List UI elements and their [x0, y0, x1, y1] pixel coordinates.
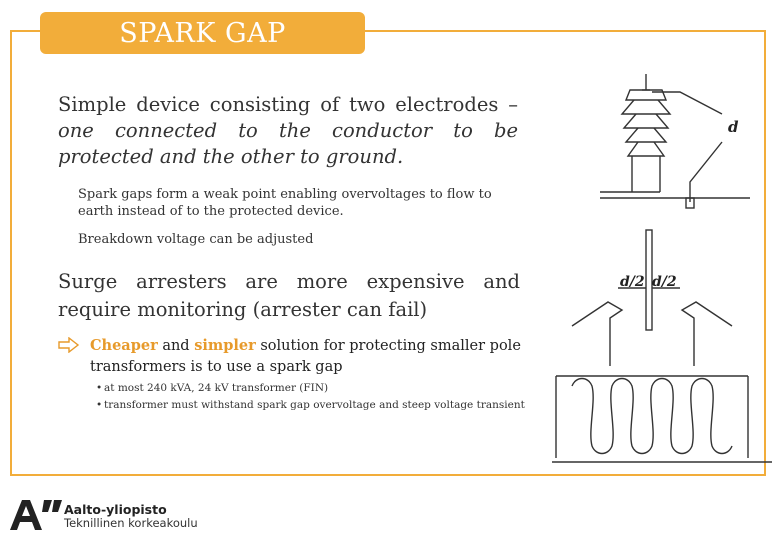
- insulator-diagram-top: [600, 70, 750, 220]
- surge-paragraph: Surge arresters are more expensive and require monitoring (arrester can fail): [58, 270, 520, 321]
- bullet-text: at most 240 kVA, 24 kV transformer (FIN): [104, 382, 329, 394]
- bullet-dot-icon: •: [96, 382, 103, 394]
- cheaper-word: Cheaper: [90, 337, 158, 354]
- simpler-word: simpler: [194, 337, 256, 354]
- rod-gap-diagram: [552, 226, 772, 476]
- frame-top-right: [365, 30, 766, 32]
- cheaper-rest: solution for protecting smaller pole transformers is to use a spark gap: [90, 338, 521, 375]
- note-weak-point: Spark gaps form a weak point enabling overvoltages to flow to earth instead of to the protected device.: [78, 187, 492, 219]
- bullet-text: transformer must withstand spark gap overvoltage and steep voltage transient: [104, 399, 525, 411]
- arrow-right-icon: [58, 337, 80, 353]
- gap-label-d2-left: d/2: [620, 274, 645, 290]
- frame-top-left: [10, 30, 40, 32]
- aalto-logo-icon: [8, 498, 62, 532]
- gap-label-d2-right: d/2: [652, 274, 677, 290]
- gap-label-d: d: [728, 118, 739, 136]
- and-word: and: [162, 338, 190, 354]
- intro-part2: one connected to the conductor to be protected and the other to ground.: [58, 119, 518, 168]
- note-breakdown: Breakdown voltage can be adjusted: [78, 232, 314, 247]
- logo-subtitle: Teknillinen korkeakoulu: [64, 516, 198, 530]
- intro-part1: Simple device consisting of two electrodes –: [58, 93, 518, 116]
- cheaper-text: [90, 335, 530, 378]
- logo-name: Aalto-yliopisto: [64, 502, 167, 517]
- slide-title: SPARK GAP: [40, 12, 365, 54]
- intro-paragraph: [58, 92, 518, 170]
- list-item: [96, 380, 536, 397]
- bullet-list: [96, 380, 536, 414]
- list-item: [96, 397, 536, 414]
- bullet-dot-icon: •: [96, 399, 103, 411]
